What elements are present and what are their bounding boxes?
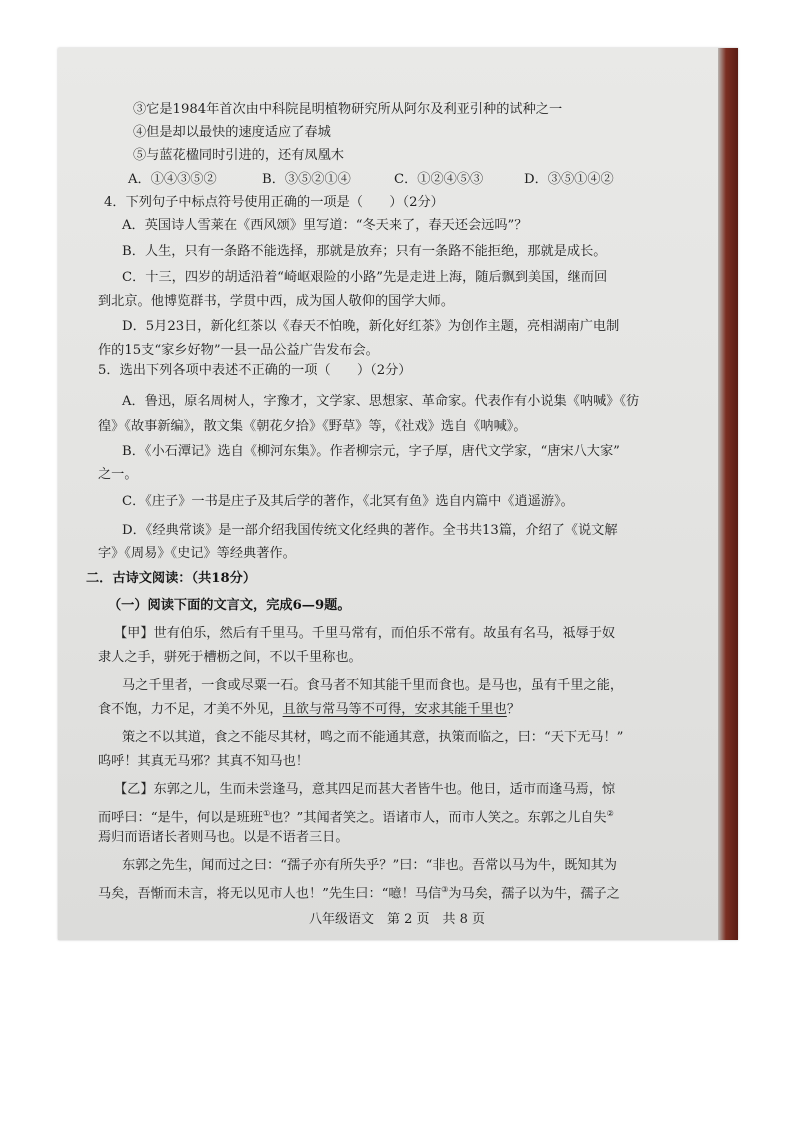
option-c: C．《庄子》一书是庄子及其后学的著作，《北冥有鱼》选自内篇中《逍遥游》。	[122, 494, 574, 509]
option-d: D．《经典常谈》是一部介绍我国传统文化经典的著作。全书共13篇，介绍了《说文解	[122, 523, 618, 538]
section-subtitle: （一）阅读下面的文言文，完成6—9题。	[108, 598, 351, 613]
passage-line	[98, 804, 614, 828]
passage-line: 【乙】东郭之儿，生而未尝逢马，意其四足而甚大者皆牛也。他日，适市而逢马焉，惊	[114, 782, 616, 797]
passage-line	[98, 880, 620, 904]
passage-line	[98, 700, 520, 720]
option-b: B．《小石潭记》选自《柳河东集》。作者柳宗元，字子厚，唐代文学家，“唐宋八大家”	[122, 444, 620, 459]
passage-line: 东郭之先生，闻而过之曰：“孺子亦有所失乎？”曰：“非也。吾常以马为牛，既知其为	[122, 858, 617, 873]
passage-text: ？	[506, 702, 520, 717]
underlined-sentence: 且欲与常马等不可得，安求其能千里也	[282, 702, 507, 717]
option-a: A．①④③⑤②	[128, 172, 217, 187]
passage-line: 策之不以其道，食之不能尽其材，鸣之而不能通其意，执策而临之，曰：“天下无马！”	[122, 730, 624, 745]
question-stem: 5．选出下列各项中表述不正确的一项（ ）（2分）	[98, 363, 412, 378]
passage-line: 马之千里者，一食或尽粟一石。食马者不知其能千里而食也。是马也，虽有千里之能，	[122, 678, 624, 693]
text-line: ③它是1984年首次由中科院昆明植物研究所从阿尔及利亚引种的试种之一	[133, 102, 563, 117]
passage-line: 【甲】世有伯乐，然后有千里马。千里马常有，而伯乐不常有。故虽有名马，祗辱于奴	[114, 626, 616, 641]
option-d: D．③⑤①④②	[524, 172, 614, 187]
passage-text: 马矣，吾惭而未言，将无以见市人也！”先生曰：“噫！马信	[98, 886, 442, 902]
footnote-mark: ③	[441, 885, 449, 894]
option-a-cont: 徨》《故事新编》，散文集《朝花夕拾》《野草》等，《社戏》选自《呐喊》。	[98, 419, 527, 434]
option-d: D．5月23日，新化红茶以《春天不怕晚，新化好红茶》为创作主题，亮相湖南广电制	[122, 319, 620, 334]
page-edge	[718, 48, 738, 940]
option-c: C．十三，四岁的胡适沿着“崎岖艰险的小路”先是走进上海，随后飘到美国，继而回	[122, 270, 608, 285]
option-b: B．人生，只有一条路不能选择，那就是放弃；只有一条路不能拒绝，那就是成长。	[122, 244, 607, 259]
option-d-cont: 字》《周易》《史记》等经典著作。	[98, 546, 296, 561]
option-d-cont: 作的15支“家乡好物”一县一品公益广告发布会。	[98, 343, 379, 358]
question-stem: 4．下列句子中标点符号使用正确的一项是（ ）（2分）	[104, 195, 444, 210]
text-line: ④但是却以最快的速度适应了春城	[133, 125, 331, 140]
passage-text: 而呼曰：“是牛，何以是班班	[98, 810, 263, 826]
option-b-cont: 之一。	[98, 467, 138, 482]
passage-line: 呜呼！其真无马邪？其真不知马也！	[98, 754, 309, 769]
passage-line: 焉归而语诸长者则马也。以是不语者三日。	[98, 830, 349, 845]
passage-text: 也？”其闻者笑之。语诸市人，而市人笑之。东郭之儿自失	[270, 810, 607, 826]
option-a: A．鲁迅，原名周树人，字豫才，文学家、思想家、革命家。代表作有小说集《呐喊》《彷	[122, 394, 640, 409]
option-c-cont: 到北京。他博览群书，学贯中西，成为国人敬仰的国学大师。	[98, 294, 455, 309]
passage-text: 为马矣，孺子以为牛，孺子之	[448, 886, 620, 902]
passage-text: 食不饱，力不足，才美不外见，	[98, 702, 283, 717]
option-c: C．①②④⑤③	[394, 172, 484, 187]
passage-line: 隶人之手，骈死于槽枥之间，不以千里称也。	[98, 650, 362, 665]
section-title: 二．古诗文阅读：（共18分）	[86, 571, 257, 586]
footnote-mark: ②	[606, 809, 614, 818]
option-a: A．英国诗人雪莱在《西风颂》里写道：“冬天来了，春天还会远吗”？	[122, 218, 528, 233]
text-line: ⑤与蓝花楹同时引进的，还有凤凰木	[133, 148, 344, 163]
page-footer: 八年级语文 第 2 页 共 8 页	[308, 912, 486, 927]
footnote-mark: ①	[263, 809, 271, 818]
option-b: B．③⑤②①④	[262, 172, 351, 187]
